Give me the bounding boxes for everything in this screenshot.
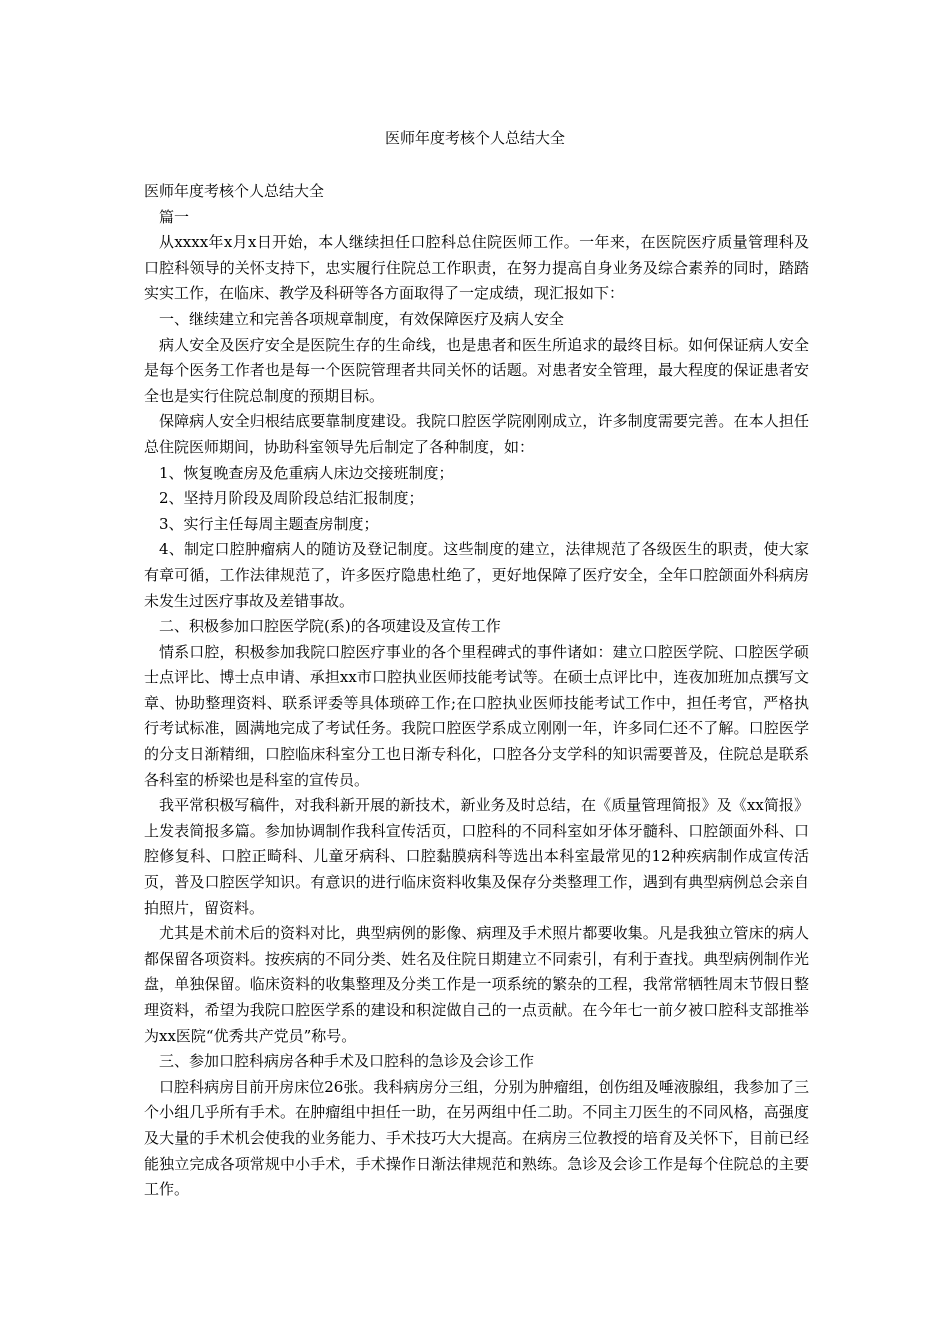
section-label: 篇一 — [159, 207, 190, 226]
list-item: 3、实行主任每周主题查房制度； — [159, 514, 379, 533]
paragraph: 口腔科病房目前开房床位26张。我科病房分三组，分别为肿瘤组，创伤组及唾液腺组，我参加了三个小组几乎所有手术。在肿瘤组中担任一助，在另两组中任二助。不同主刀医生的不同风格，高强度及大量的手术机会使我的业务能力、手术技巧大大提高。在病房三位教授的培育及关怀下，目前已经能独立完成各项常规中小手术，手术操作日渐法律规范和熟练。急诊及会诊工作是每个住院总的主要工作。 — [144, 1077, 809, 1199]
section-heading: 二、积极参加口腔医学院(系)的各项建设及宣传工作 — [159, 617, 501, 636]
section-heading: 三、参加口腔科病房各种手术及口腔科的急诊及会诊工作 — [159, 1052, 535, 1071]
document-title: 医师年度考核个人总结大全 — [384, 129, 565, 147]
paragraph: 从xxxx年x月x日开始，本人继续担任口腔科总住院医师工作。一年来，在医院医疗质量管理科及口腔科领导的关怀支持下，忠实履行住院总工作职责，在努力提高自身业务及综合素养的同时，踏踏实实工作，在临床、教学及科研等各方面取得了一定成绩，现汇报如下： — [144, 233, 809, 303]
list-item: 4、制定口腔肿瘤病人的随访及登记制度。这些制度的建立，法律规范了各级医生的职责，使大家有章可循，工作法律规范了，许多医疗隐患杜绝了，更好地保障了医疗安全，全年口腔颌面外科病房未发生过医疗事故及差错事故。 — [144, 540, 809, 610]
list-item: 2、坚持月阶段及周阶段总结汇报制度； — [159, 489, 424, 508]
body-heading: 医师年度考核个人总结大全 — [144, 182, 325, 200]
list-item: 1、恢复晚查房及危重病人床边交接班制度； — [159, 463, 454, 482]
document-body — [144, 179, 809, 1203]
paragraph: 我平常积极写稿件，对我科新开展的新技术，新业务及时总结，在《质量管理简报》及《xx简报》上发表简报多篇。参加协调制作我科宣传活页，口腔科的不同科室如牙体牙髓科、口腔颌面外科、口腔修复科、口腔正畸科、儿童牙病科、口腔黏膜病科等选出本科室最常见的12种疾病制作成宣传活页，普及口腔医学知识。有意识的进行临床资料收集及保存分类整理工作，遇到有典型病例总会亲自拍照片，留资料。 — [144, 796, 809, 917]
section-heading: 一、继续建立和完善各项规章制度，有效保障医疗及病人安全 — [159, 309, 565, 328]
paragraph: 情系口腔，积极参加我院口腔医疗事业的各个里程碑式的事件诸如：建立口腔医学院、口腔医学硕士点评比、博士点申请、承担xx市口腔执业医师技能考试等。在硕士点评比中，连夜加班加点撰写文章、协助整理资料、联系评委等具体琐碎工作;在口腔执业医师技能考试工作中，担任考官，严格执行考试标准，圆满地完成了考试任务。我院口腔医学系成立刚刚一年，许多同仁还不了解。口腔医学的分支日渐精细，口腔临床科室分工也日渐专科化，口腔各分支学科的知识需要普及，住院总是联系各科室的桥梁也是科室的宣传员。 — [144, 642, 809, 789]
paragraph: 保障病人安全归根结底要靠制度建设。我院口腔医学院刚刚成立，许多制度需要完善。在本人担任总住院医师期间，协助科室领导先后制定了各种制度，如： — [144, 412, 809, 456]
paragraph: 病人安全及医疗安全是医院生存的生命线，也是患者和医生所追求的最终目标。如何保证病人安全是每个医务工作者也是每一个医院管理者共同关怀的话题。对患者安全管理，最大程度的保证患者安全也是实行住院总制度的预期目标。 — [144, 335, 809, 405]
paragraph: 尤其是术前术后的资料对比，典型病例的影像、病理及手术照片都要收集。凡是我独立管床的病人都保留各项资料。按疾病的不同分类、姓名及住院日期建立不同索引，有利于查找。典型病例制作光盘，单独保留。临床资料的收集整理及分类工作是一项系统的繁杂的工程，我常常牺牲周末节假日整理资料，希望为我院口腔医学系的建设和积淀做自己的一点贡献。在今年七一前夕被口腔科支部推举为xx医院“优秀共产党员”称号。 — [144, 924, 809, 1045]
